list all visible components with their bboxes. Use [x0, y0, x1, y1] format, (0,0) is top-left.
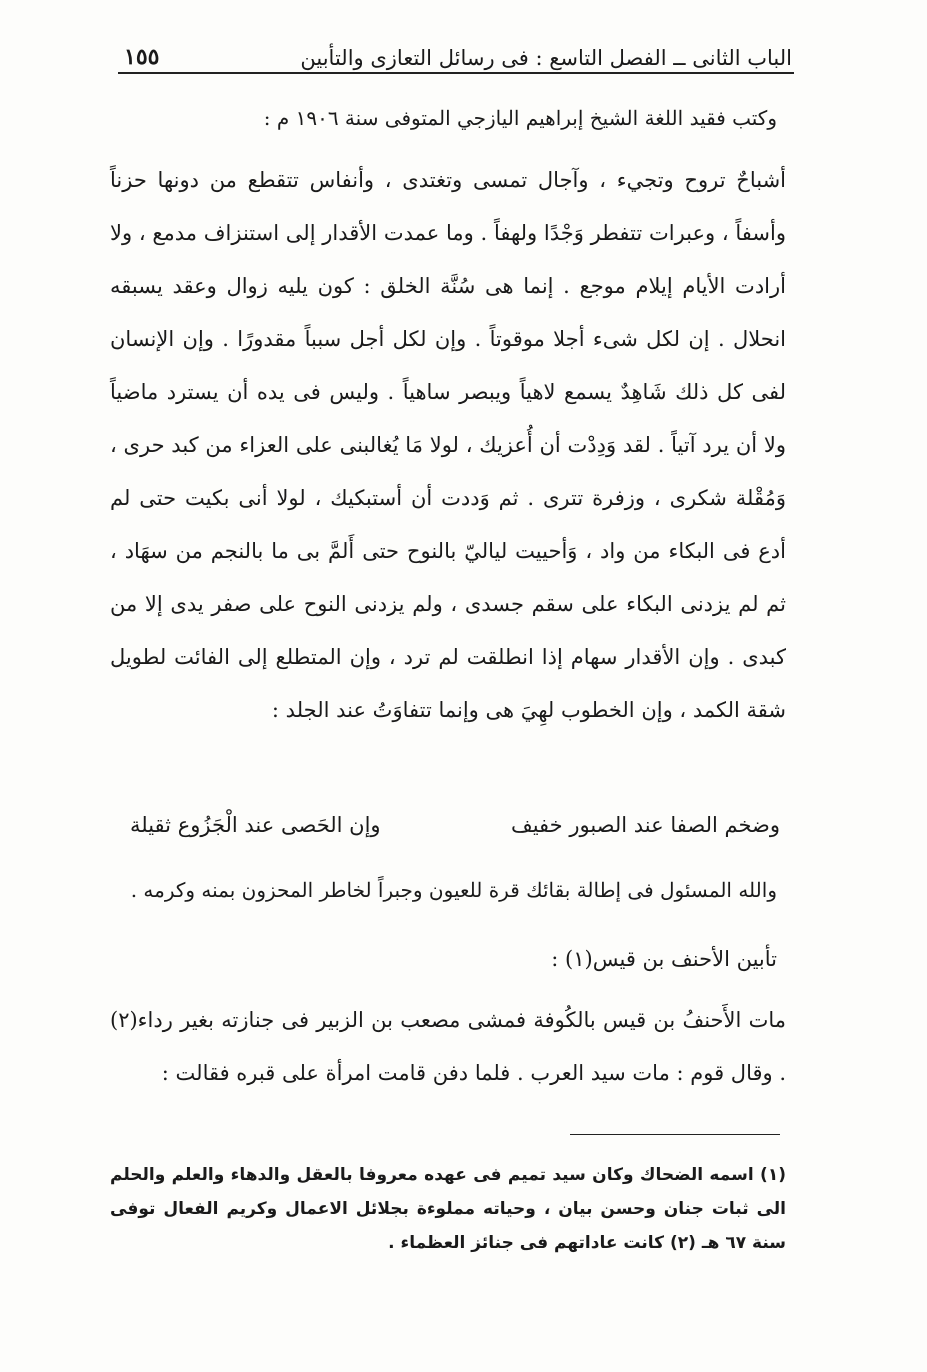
poetry-verse [130, 800, 780, 850]
closing-line: والله المسئول فى إطالة بقائك قرة للعيون وجبراً لخاطر المحزون بمنه وكرمه . [130, 878, 777, 902]
main-paragraph: أشباحٌ تروح وتجيء ، وآجال تمسى وتغتدى ، وأنفاس تتقطع من دونها حزناً وأسفاً ، وعبرات تتفطر وَجْدًا ولهفاً . وما عمدت الأقدار إلى استنزاف مدمع ، ولا أرادت الأيام إيلام موجع . إنما هى سُنَّة الخلق : كون يليه زوال وعقد يسبقه انحلال . إن لكل شىء أجلا موقوتاً . وإن لكل أجل سبباً مقدورًا . وإن الإنسان لفى كل ذلك شَاهِدٌ يسمع لاهياً ويبصر ساهياً . وليس فى يده أن يسترد ماضياً ولا أن يرد آتياً . لقد وَدِدْت أن أُعزيك ، لولا مَا يُغالبنى على العزاء من كبد حرى ، وَمُقْلة شكرى ، وزفرة تترى . ثم وَددت أن أستبكيك ، لولا أنى بكيت حتى لم أدع فى البكاء من واد ، وَأحييت لياليّ بالنوح حتى أَلمَّ بى ما بالنجم من سهَاد ، ثم لم يزدنى البكاء على سقم جسدى ، ولم يزدنى النوح على صفر يدى إلا من كبدى . وإن الأقدار سهام إذا انطلقت لم ترد ، وإن المتطلع إلى الفائت لطويل شقة الكمد ، وإن الخطوب لهِيَ هى وإنما تتفاوَتُ عند الجلد : [110, 168, 786, 722]
header-rule [118, 72, 794, 74]
footnote-rule [570, 1134, 780, 1135]
intro-line: وكتب فقيد اللغة الشيخ إبراهيم اليازجي المتوفى سنة ١٩٠٦ م : [263, 106, 777, 130]
final-paragraph: مات الأَحنفُ بن قيس بالكُوفة فمشى مصعب بن الزبير فى جنازته بغير رداء(٢) . وقال قوم : مات سيد العرب . فلما دفن قامت امرأة على قبره فقالت : [110, 1008, 786, 1085]
page-number: ١٥٥ [124, 44, 160, 70]
verse-second-hemistich: وضخم الصفا عند الصبور خفيف [510, 813, 780, 837]
section-heading: تأبين الأحنف بن قيس(١) : [551, 947, 777, 971]
verse-first-hemistich: وإن الحَصى عند الْجَزُوع ثقيلة [130, 813, 381, 837]
running-head [118, 30, 794, 70]
footnotes: (١) اسمه الضحاك وكان سيد تميم فى عهده معروفا بالعقل والدهاء والعلم والحلم الى ثبات جنان وحسن بيان ، وحياته مملوءة بجلائل الاعمال وكريم الفعال توفى سنة ٦٧ هـ (٢) كانت عاداتهم فى جنائز العظماء . [110, 1165, 786, 1253]
running-title: الباب الثانى ــ الفصل التاسع : فى رسائل التعازى والتأبين [300, 46, 792, 70]
